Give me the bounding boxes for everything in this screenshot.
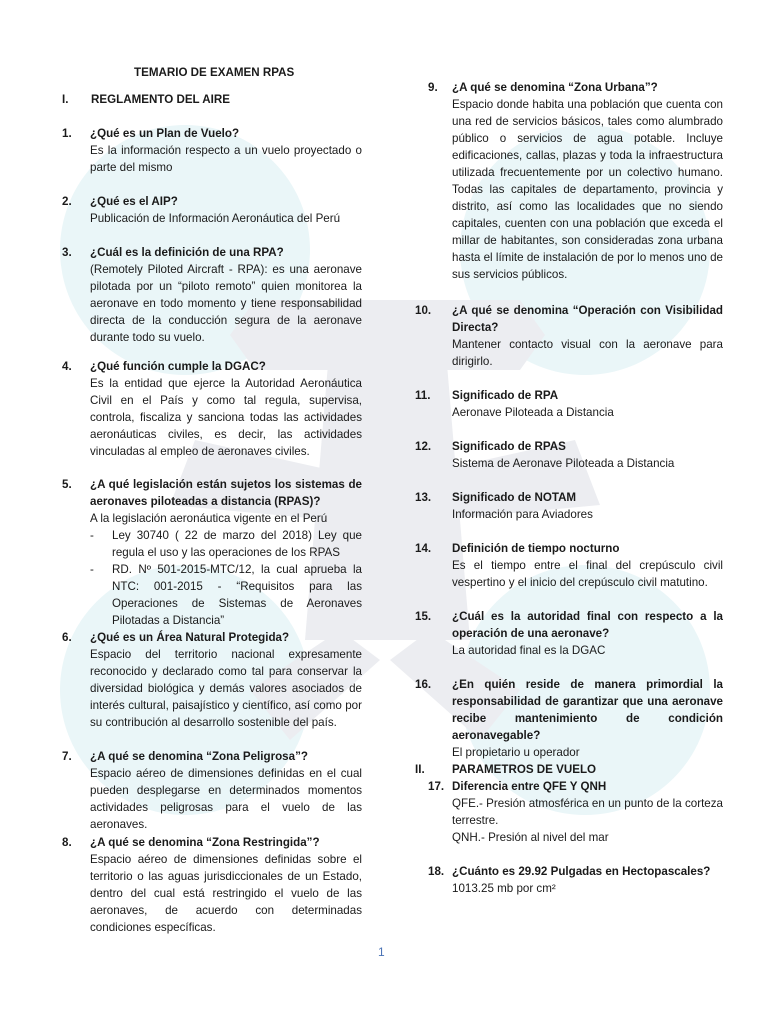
question-item	[415, 302, 723, 370]
question-number: 2.	[62, 195, 72, 208]
question-item	[415, 79, 723, 283]
list-item: - RD. Nº 501-2015-MTC/12, la cual aprueba la NTC: 001-2015 - “Requisitos para las Operaciones de Sistemas de Aeronaves Pilotadas a Distancia”	[90, 561, 362, 629]
document-title: TEMARIO DE EXAMEN RPAS	[134, 66, 295, 79]
answer-text: Espacio del territorio nacional expresamente reconocido y declarado como tal para conservar la diversidad biológica y demás valores asociados de interés cultural, paisajístico y científico, así como por su contribución al desarrollo sostenible del país.	[90, 648, 362, 729]
question-item	[415, 540, 723, 591]
question-number: 16.	[415, 678, 432, 691]
section-title: REGLAMENTO DEL AIRE	[91, 93, 230, 106]
question-item	[62, 244, 362, 346]
question-number: 5.	[62, 478, 72, 491]
question-number: 14.	[415, 542, 432, 555]
question-text: ¿Qué es un Plan de Vuelo?	[90, 127, 240, 140]
answer-text: Espacio donde habita una población que cuenta con una red de servicios básicos, tales como alumbrado público o servicios de agua potable. Incluye edificaciones, callas, plazas y toda la infraestructura utilizada frecuentemente por un colectivo humano. Todas las capitales de departamento, provincia y distrito, así como las localidades que no siendo capitales, cuenten con una población que exceda el millar de habitantes, son consideradas zona urbana hasta el límite de instalación de por lo menos uno de sus servicios públicos.	[452, 98, 723, 281]
question-number: 8.	[62, 836, 72, 849]
question-text: ¿Qué es un Área Natural Protegida?	[90, 631, 290, 644]
question-item	[415, 387, 723, 421]
question-number: 4.	[62, 360, 72, 373]
answer-text: Es el tiempo entre el final del crepúsculo civil vespertino y el inicio del crepúsculo civil matutino.	[452, 559, 723, 589]
question-item	[415, 676, 723, 761]
question-item	[62, 358, 362, 460]
question-number: 18.	[428, 865, 445, 878]
section-numeral: II.	[415, 763, 425, 776]
question-text: ¿En quién reside de manera primordial la responsabilidad de garantizar que una aeronave recibe mantenimiento de condición aeronavegable?	[452, 678, 723, 742]
page-number: 1	[378, 945, 385, 959]
answer-text: Aeronave Piloteada a Distancia	[452, 406, 614, 419]
answer-text: Información para Aviadores	[452, 508, 593, 521]
question-number: 15.	[415, 610, 432, 623]
answer-text: La autoridad final es la DGAC	[452, 644, 606, 657]
question-text: Definición de tiempo nocturno	[452, 542, 620, 555]
question-number: 1.	[62, 127, 72, 140]
section-title: PARAMETROS DE VUELO	[452, 763, 597, 776]
question-number: 3.	[62, 246, 72, 259]
answer-text: Mantener contacto visual con la aeronave para dirigirlo.	[452, 338, 723, 368]
answer-text: 1013.25 mb por cm²	[452, 882, 556, 895]
question-item	[415, 438, 723, 472]
question-text: ¿A qué se denomina “Zona Urbana”?	[452, 81, 658, 94]
question-number: 10.	[415, 304, 432, 317]
question-item	[415, 778, 723, 846]
answer-text: Es la entidad que ejerce la Autoridad Aeronáutica Civil en el País y como tal regula, supervisa, controla, fiscaliza y sanciona todas las actividades aeronáuticas civiles, es decir, las actividades vinculadas al empleo de aeronaves civiles.	[90, 377, 362, 458]
answer-text: QFE.- Presión atmosférica en un punto de la corteza terrestre.	[452, 797, 723, 827]
question-text: ¿Cuál es la definición de una RPA?	[90, 246, 284, 259]
question-text: ¿Qué es el AIP?	[90, 195, 178, 208]
question-number: 11.	[415, 389, 431, 402]
answer-text: Publicación de Información Aeronáutica del Perú	[90, 212, 341, 225]
answer-text: Espacio aéreo de dimensiones definidas en el cual pueden desplegarse en determinados momentos actividades peligrosas para el vuelo de las aeronaves.	[90, 767, 362, 831]
question-number: 17.	[428, 780, 445, 793]
question-text: ¿Cuánto es 29.92 Pulgadas en Hectopascales?	[452, 865, 711, 878]
question-text: ¿Qué función cumple la DGAC?	[90, 360, 266, 373]
legislation-list	[90, 527, 362, 629]
answer-text: QNH.- Presión al nivel del mar	[452, 831, 609, 844]
question-item	[415, 489, 723, 523]
question-item	[62, 629, 362, 731]
question-text: ¿Cuál es la autoridad final con respecto a la operación de una aeronave?	[452, 610, 723, 640]
answer-text: Sistema de Aeronave Piloteada a Distancia	[452, 457, 675, 470]
list-item: - Ley 30740 ( 22 de marzo del 2018) Ley que regula el uso y las operaciones de los RPAS	[90, 527, 362, 561]
question-item	[62, 193, 362, 227]
answer-text: El propietario u operador	[452, 746, 580, 759]
question-item	[62, 476, 362, 629]
question-number: 9.	[428, 81, 438, 94]
question-text: Significado de RPA	[452, 389, 559, 402]
question-item	[62, 125, 362, 176]
answer-text: Espacio aéreo de dimensiones definidas sobre el territorio o las aguas jurisdiccionales de un Estado, dentro del cual está restringido el vuelo de las aeronaves, de acuerdo con determinadas condiciones específicas.	[90, 853, 362, 934]
question-text: ¿A qué se denomina “Zona Peligrosa”?	[90, 750, 308, 763]
question-text: ¿A qué se denomina “Operación con Visibilidad Directa?	[452, 304, 723, 334]
section-numeral: I.	[62, 93, 69, 106]
question-number: 13.	[415, 491, 432, 504]
question-number: 7.	[62, 750, 72, 763]
section-heading	[62, 91, 230, 108]
question-text: Significado de NOTAM	[452, 491, 577, 504]
question-item	[415, 863, 723, 897]
section-heading	[415, 761, 596, 778]
question-number: 12.	[415, 440, 432, 453]
answer-text: A la legislación aeronáutica vigente en el Perú	[90, 512, 328, 525]
answer-text: Es la información respecto a un vuelo proyectado o parte del mismo	[90, 144, 362, 174]
answer-text: (Remotely Piloted Aircraft - RPA): es una aeronave pilotada por un “piloto remoto” quien monitorea la aeronave en todo momento y tiene responsabilidad directa de la conducción segura de la aeronave durante todo su vuelo.	[90, 263, 362, 344]
question-item	[62, 748, 362, 833]
question-item	[62, 834, 362, 936]
question-text: Significado de RPAS	[452, 440, 566, 453]
question-text: ¿A qué se denomina “Zona Restringida”?	[90, 836, 320, 849]
question-text: Diferencia entre QFE Y QNH	[452, 780, 607, 793]
question-number: 6.	[62, 631, 72, 644]
question-item	[415, 608, 723, 659]
question-text: ¿A qué legislación están sujetos los sistemas de aeronaves piloteadas a distancia (RPAS)?	[90, 478, 362, 508]
